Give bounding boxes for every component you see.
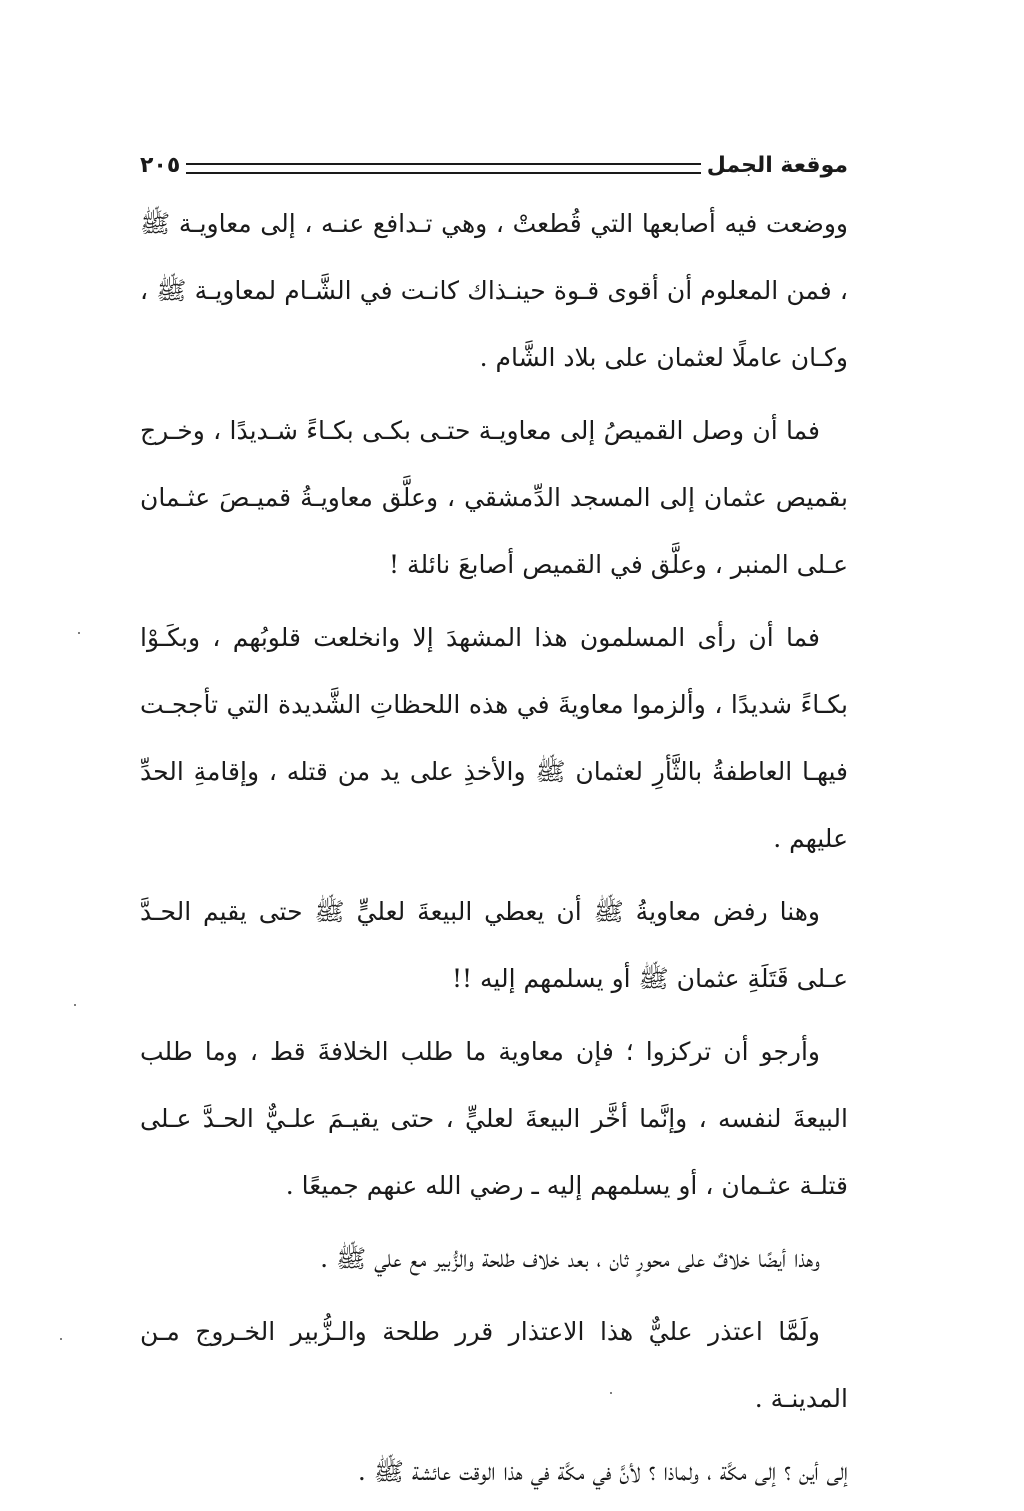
paragraph-5: وأرجو أن تركزوا ؛ فإن معاوية ما طلب الخلافةَ قط ، وما طلب البيعةَ لنفسه ، وإنَّما أخَّر البيعةَ لعليٍّ ، حتى يقيـمَ علـيٌّ الحـدَّ عـلى قتلـة عثـمان ، أو يسلمهم إليه ـ رضي الله عنهم جميعًا . — [140, 1037, 848, 1200]
paragraph-6: وهذا أيضًا خلافٌ على محورٍ ثان ، بعد خلاف طلحة والزُّبير مع علي ﷺ . — [320, 1244, 820, 1273]
paragraph-4: وهنا رفض معاويةُ ﷺ أن يعطي البيعةَ لعليٍّ ﷺ حتى يقيم الحـدَّ عـلى قَتَلَةِ عثمان ﷺ أو يسلمهم إليه !! — [140, 897, 848, 993]
paragraph-7: ولَمَّا اعتذر عليٌّ هذا الاعتذار قرر طلحة والـزُّبير الخـروج مـن المدينـة . — [140, 1317, 848, 1413]
running-header — [140, 148, 848, 182]
page-number: ٢٠٥ — [140, 152, 181, 178]
header-double-rule — [186, 163, 700, 174]
scan-speck — [60, 1338, 62, 1340]
paragraph-8: إلى أين ؟ إلى مكَّة ، ولماذا ؟ لأنَّ في مكَّة في هذا الوقت عائشة ﷺ . — [357, 1457, 848, 1486]
scan-speck — [74, 1004, 76, 1006]
scan-speck — [78, 632, 80, 634]
scan-speck — [610, 1392, 612, 1394]
paragraph-1: ووضعت فيه أصابعها التي قُطعتْ ، وهي تـدافع عنـه ، إلى معاويـة ﷺ ، فمن المعلوم أن أقوى قـوة حينـذاك كانـت في الشَّـام لمعاويـة ﷺ ، وكـان عاملًا لعثمان على بلاد الشَّام . — [140, 209, 848, 372]
paragraph-2: فما أن وصل القميصُ إلى معاويـة حتـى بكـى بكـاءً شـديدًا ، وخـرج بقميص عثمان إلى المسجد الدِّمشقي ، وعلَّق معاويـةُ قميـصَ عثـمان عـلى المنبر ، وعلَّق في القميص أصابعَ نائلة ! — [140, 416, 848, 579]
body-text — [140, 190, 848, 1511]
running-title: موقعة الجمل — [706, 152, 848, 178]
paragraph-3: فما أن رأى المسلمون هذا المشهدَ إلا وانخلعت قلوبُهم ، وبكَـوْا بكـاءً شديدًا ، وألزموا معاويةَ في هذه اللحظاتِ الشَّديدة التي تأججـت فيهـا العاطفةُ بالثَّأرِ لعثمان ﷺ والأخذِ على يد من قتله ، وإقامةِ الحدِّ عليهم . — [140, 623, 848, 853]
